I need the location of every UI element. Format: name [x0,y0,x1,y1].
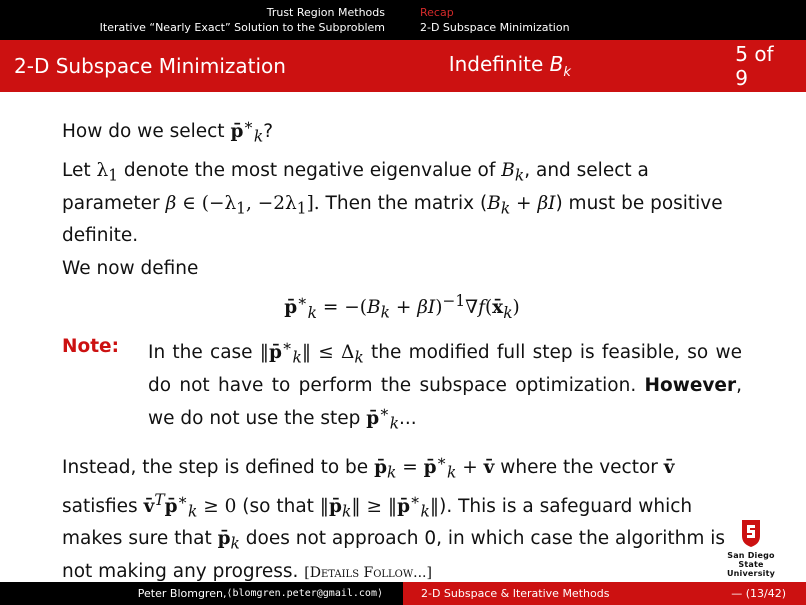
slide-title: 2-D Subspace Minimization [14,54,286,78]
nav-recap[interactable]: Recap [420,6,454,19]
slide-subtitle [449,52,736,80]
define-paragraph: We now define [62,258,199,280]
note-however: However [644,374,737,396]
pk-star-math-2: $p̄^∗_k$ [366,402,400,433]
top-navigation-bar [0,0,806,40]
logo-line-2: University [726,569,776,578]
note-label: Note: [62,336,119,358]
nav-section[interactable]: Trust Region Methods [266,6,385,19]
question-end: ? [263,121,274,143]
subtitle-sub: k [563,65,571,80]
details-follow-link[interactable]: [Details Follow...] [304,565,432,582]
bk-math: $B_k$ [501,159,525,185]
let-text-5: ) must be positive definite. [62,192,723,247]
pk-math: $p̄_k$ [217,528,240,554]
instead-text-5: ). This is a safeguard which makes sure that [62,495,693,550]
note-text-2: the modified full step is feasible, so we do not have to perform the subspace optimization. [148,342,742,396]
top-bar-left [0,0,403,40]
nav-subsection[interactable]: Iterative “Nearly Exact” Solution to the Subproblem [99,21,385,34]
beta-interval-math: β ∈ ($-\lambda_1$, $-2\lambda_1$]. [165,192,320,218]
instead-text-3: satisfies [62,495,144,517]
university-logo [718,518,784,578]
question-paragraph [62,112,742,151]
let-text-4: Then the matrix ( [319,192,488,214]
step-definition-math: $p̄_k$ = $p̄^∗_k$ + v̄ [374,451,495,482]
instead-text-4: (so that [236,495,320,517]
instead-text-1: Instead, the step is defined to be [62,456,375,478]
footer-bar [0,582,806,605]
slide-counter: 5 of 9 [735,42,774,90]
let-text-2: denote the most negative eigenvalue of [118,159,502,181]
bk-beta-i-math: $B_k + \beta I$ [487,192,556,218]
instead-text-2: where the vector [494,456,664,478]
footer-page-number: — (13/42) [731,587,786,600]
top-bar-right [403,0,806,40]
footer-course [403,582,806,605]
v-math: v̄ [663,456,675,478]
vt-condition-math: $v̄^Tp̄^∗_k \ge 0$ [143,490,237,521]
note-text-4: ... [399,408,417,430]
pk-star-math: $p̄^∗_k$ [230,116,264,146]
footer-course-title: 2-D Subspace & Iterative Methods [421,587,610,600]
subtitle-prefix: Indefinite [448,52,550,76]
sdsu-seal-icon [740,518,762,548]
slide-title-bar [0,40,806,92]
norm-condition-math: $‖p̄^∗_k‖ \le \Delta_k$ [259,337,364,367]
footer-author [0,582,403,605]
slide-content [62,112,742,593]
let-text-3: , and select a parameter [62,159,649,214]
note-text-1: In the case [148,342,260,364]
instead-text-6: does not approach 0, in which case the algorithm is not making any progress. [62,528,725,583]
let-paragraph [62,157,742,249]
logo-line-1: San Diego State [727,551,775,569]
instead-paragraph [62,448,742,587]
let-text-1: Let [62,159,97,181]
nav-current-subsection[interactable]: 2-D Subspace Minimization [420,21,570,34]
subtitle-var: B [549,52,564,76]
footer-email: ⟨blomgren.peter@gmail.com⟩ [226,588,383,599]
note-block [62,333,742,438]
norm-inequality-math: $‖p̄_k‖$ ≥ $‖p̄^∗_k‖$ [319,490,440,521]
note-text-3: , we do not use the step [148,374,742,430]
note-body [148,333,742,438]
footer-author-name: Peter Blomgren, [137,587,227,600]
definition-equation: $p̄^∗_k = -(B_k$ + $\beta I)^{-1}\nabla f(x̄_k)$ [284,292,520,323]
lambda1-math: $\lambda_1$ [96,159,119,185]
question-text: How do we select [62,121,231,143]
